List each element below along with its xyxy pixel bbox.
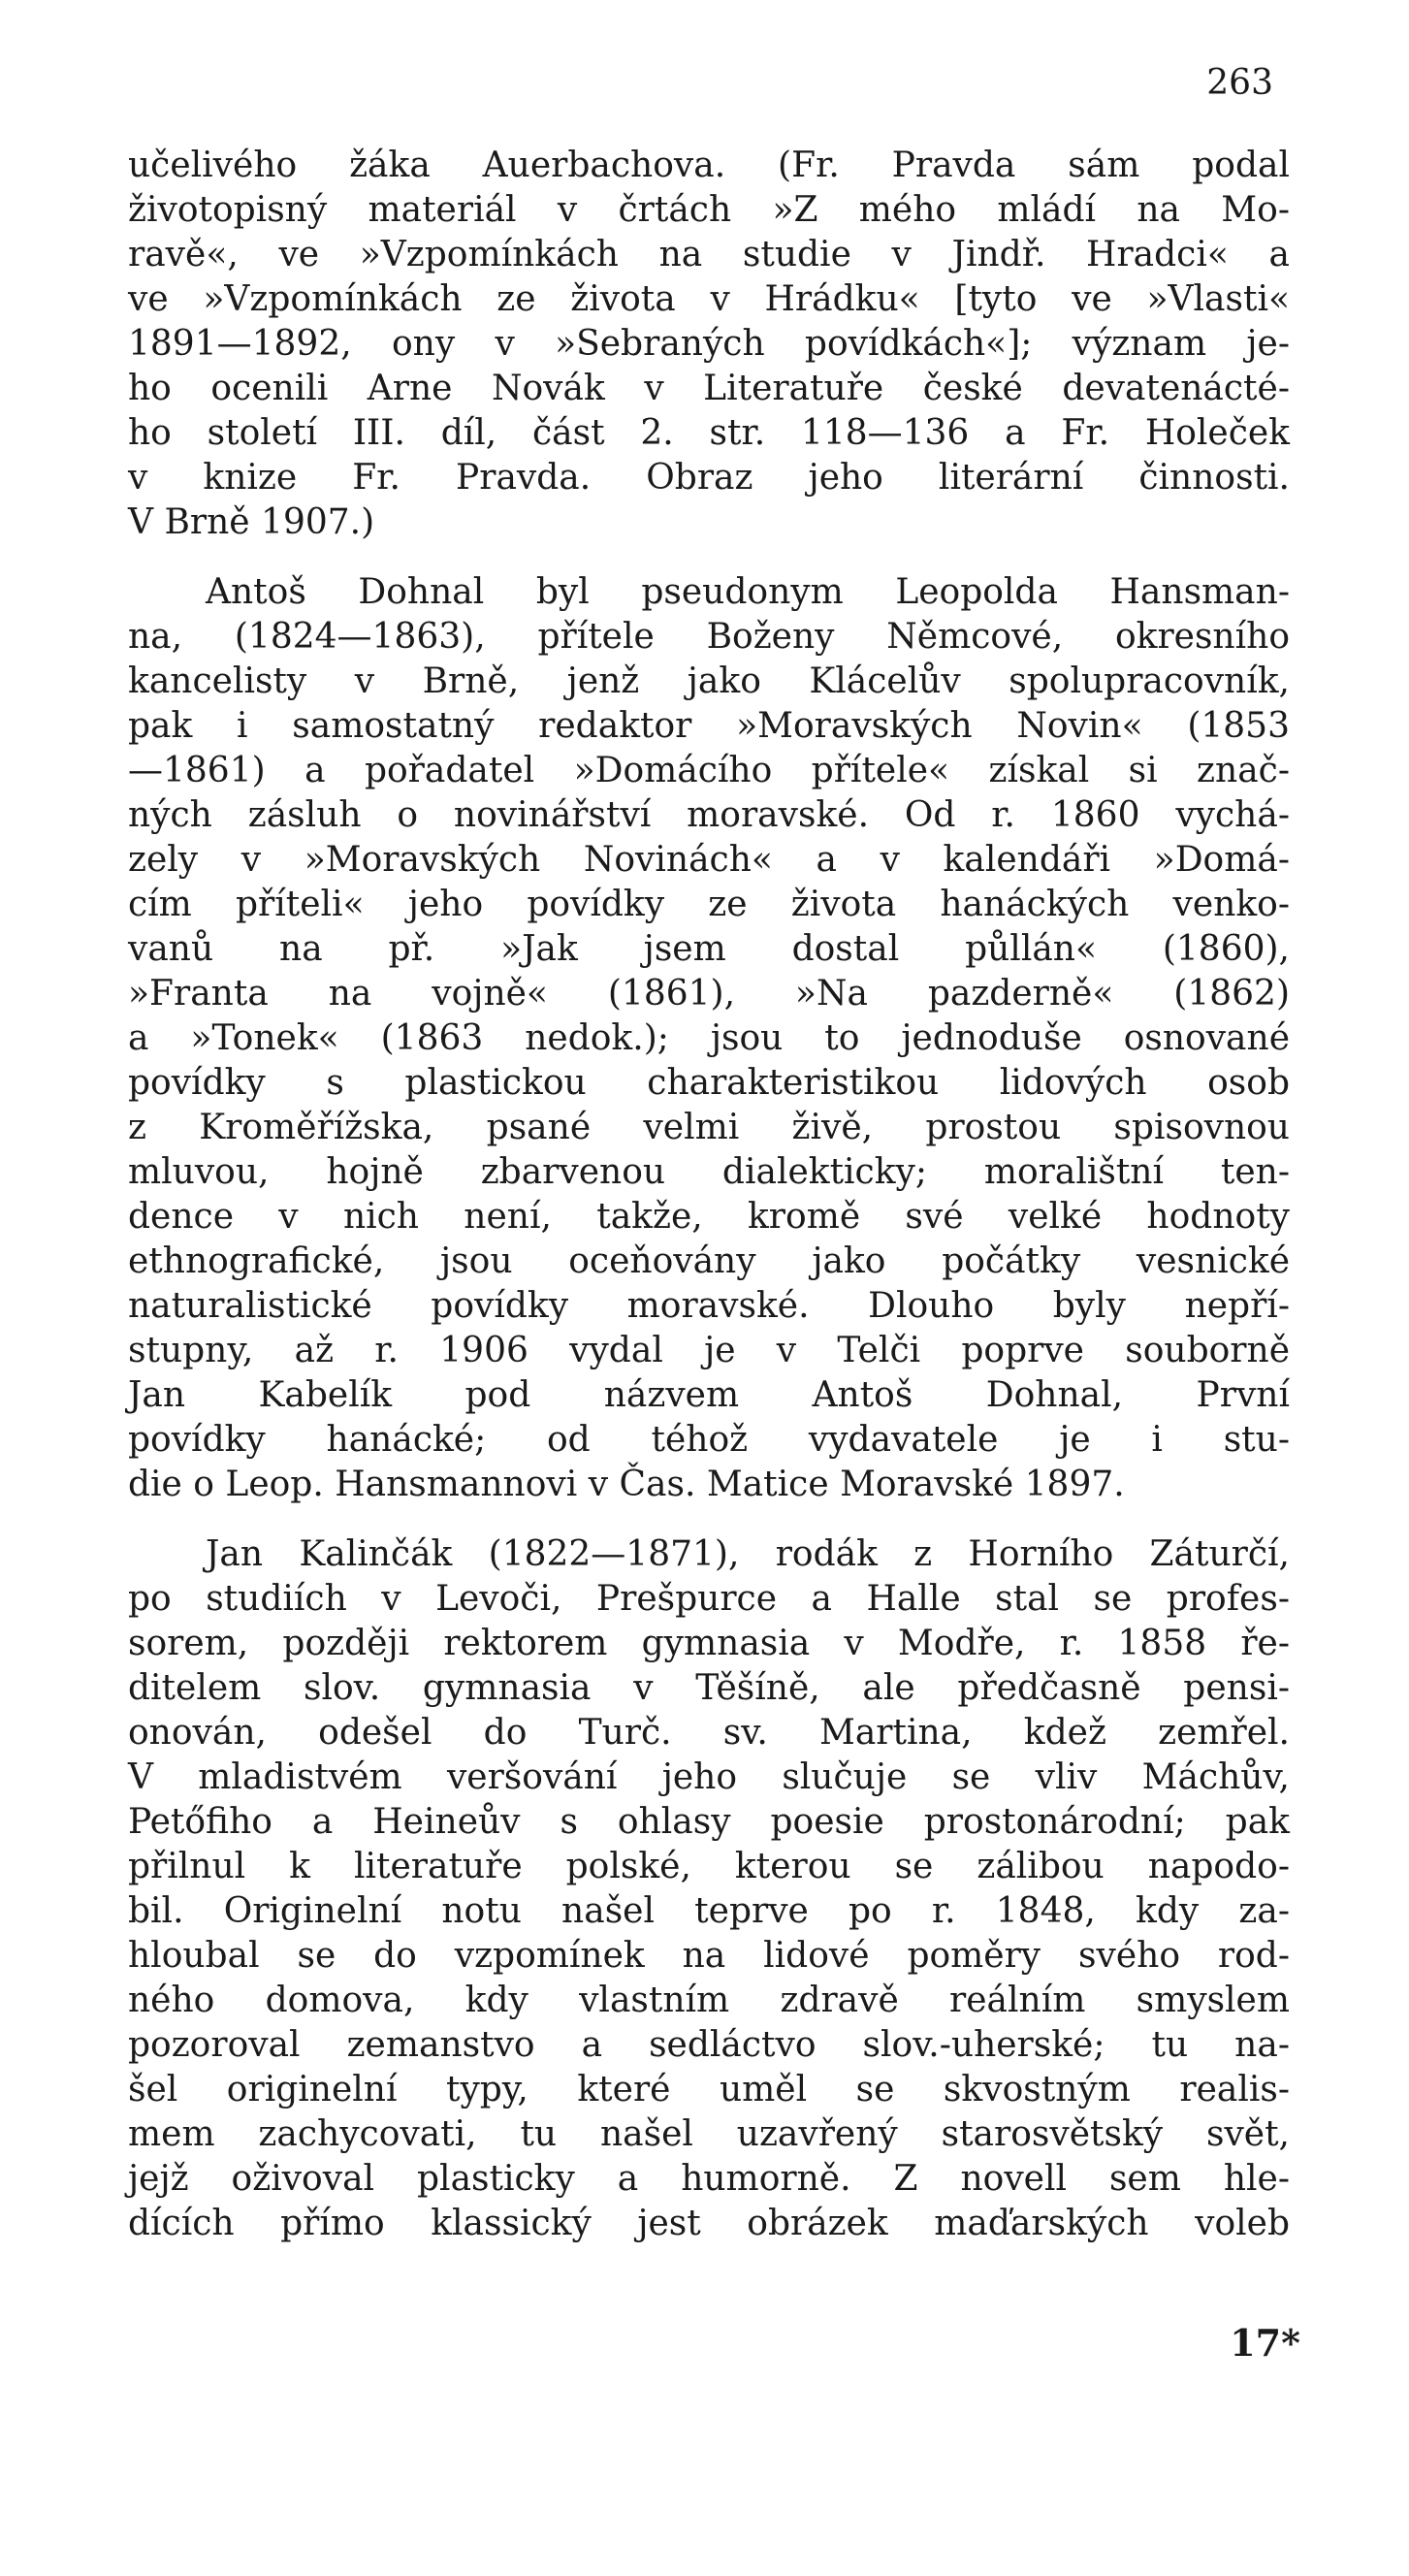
text-line: ditelem slov. gymnasia v Těšíně, ale předčasně pensi-	[128, 1668, 1290, 1708]
text-line: ravě«, ve »Vzpomínkách na studie v Jindř. Hradci« a	[128, 235, 1290, 274]
text-line: Antoš Dohnal byl pseudonym Leopolda Hansman-	[206, 572, 1290, 612]
text-line: V Brně 1907.)	[128, 502, 375, 542]
text-line: mluvou, hojně zbarvenou dialekticky; moralištní ten-	[128, 1152, 1290, 1192]
text-line: učelivého žáka Auerbachova. (Fr. Pravda sám podal	[128, 145, 1290, 185]
paragraph-dohnal	[128, 570, 1290, 1507]
text-line: 1891—1892, ony v »Sebraných povídkách«]; význam je-	[128, 324, 1290, 364]
paragraph-pravda	[128, 144, 1290, 545]
text-line: a »Tonek« (1863 nedok.); jsou to jednoduše osnované	[128, 1018, 1290, 1058]
text-line: vanů na př. »Jak jsem dostal půllán« (1860),	[128, 929, 1290, 969]
text-line: Petőfiho a Heineův s ohlasy poesie prostonárodní; pak	[128, 1802, 1290, 1842]
text-line: pozoroval zemanstvo a sedláctvo slov.-uherské; tu na-	[128, 2025, 1290, 2065]
text-line: hloubal se do vzpomínek na lidové poměry svého rod-	[128, 1936, 1290, 1976]
text-line: bil. Originelní notu našel teprve po r. 1848, kdy za-	[128, 1891, 1290, 1931]
text-line: v knize Fr. Pravda. Obraz jeho literární činnosti.	[128, 458, 1290, 498]
text-line: ného domova, kdy vlastním zdravě reálním smyslem	[128, 1980, 1290, 2020]
text-line: naturalistické povídky moravské. Dlouho byly nepří-	[128, 1286, 1290, 1326]
text-line: ethnografické, jsou oceňovány jako počátky vesnické	[128, 1241, 1290, 1281]
text-line: jejž oživoval plasticky a humorně. Z novell sem hle-	[128, 2159, 1290, 2199]
text-line: Jan Kabelík pod názvem Antoš Dohnal, První	[128, 1375, 1290, 1415]
text-line: stupny, až r. 1906 vydal je v Telči poprve souborně	[128, 1331, 1290, 1370]
text-line: —1861) a pořadatel »Domácího přítele« získal si znač-	[128, 751, 1290, 790]
body-text	[128, 144, 1290, 2246]
text-line: onován, odešel do Turč. sv. Martina, kdež zemřel.	[128, 1713, 1290, 1753]
text-line: mem zachycovati, tu našel uzavřený starosvětský svět,	[128, 2114, 1290, 2154]
text-line: dících přímo klassický jest obrázek maďarských voleb	[128, 2204, 1290, 2243]
text-line: ho století III. díl, část 2. str. 118—136 a Fr. Holeček	[128, 413, 1290, 453]
text-line: die o Leop. Hansmannovi v Čas. Matice Moravské 1897.	[128, 1465, 1125, 1504]
text-line: zely v »Moravských Novinách« a v kalendáři »Domá-	[128, 840, 1290, 880]
page-number: 263	[1206, 63, 1273, 103]
text-line: životopisný materiál v črtách »Z mého mládí na Mo-	[128, 190, 1290, 230]
text-line: ho ocenili Arne Novák v Literatuře české devatenácté-	[128, 369, 1290, 408]
paragraph-kalincak	[128, 1532, 1290, 2246]
text-line: cím příteli« jeho povídky ze života hanáckých venko-	[128, 885, 1290, 924]
text-line: dence v nich není, takže, kromě své velké hodnoty	[128, 1197, 1290, 1237]
text-line: povídky hanácké; od téhož vydavatele je i stu-	[128, 1420, 1290, 1460]
text-line: na, (1824—1863), přítele Boženy Němcové, okresního	[128, 617, 1290, 657]
text-line: sorem, později rektorem gymnasia v Modře, r. 1858 ře-	[128, 1624, 1290, 1663]
text-line: V mladistvém veršování jeho slučuje se vliv Máchův,	[128, 1757, 1290, 1797]
text-line: po studiích v Levoči, Prešpurce a Halle stal se profes-	[128, 1579, 1290, 1619]
text-line: »Franta na vojně« (1861), »Na pazderně« (1862)	[128, 974, 1290, 1014]
signature-mark: 17*	[1230, 2321, 1300, 2365]
text-line: šel originelní typy, které uměl se skvostným realis-	[128, 2070, 1290, 2109]
text-line: přilnul k literatuře polské, kterou se zálibou napodo-	[128, 1847, 1290, 1886]
text-line: pak i samostatný redaktor »Moravských Novin« (1853	[128, 706, 1290, 746]
text-line: ných zásluh o novinářství moravské. Od r. 1860 vychá-	[128, 795, 1290, 835]
text-line: kancelisty v Brně, jenž jako Klácelův spolupracovník,	[128, 661, 1290, 701]
text-line: povídky s plastickou charakteristikou lidových osob	[128, 1063, 1290, 1103]
text-line: z Kroměřížska, psané velmi živě, prostou spisovnou	[128, 1108, 1290, 1147]
text-line: ve »Vzpomínkách ze života v Hrádku« [tyto ve »Vlasti«	[128, 279, 1290, 319]
text-line: Jan Kalinčák (1822—1871), rodák z Horního Záturčí,	[206, 1534, 1290, 1574]
